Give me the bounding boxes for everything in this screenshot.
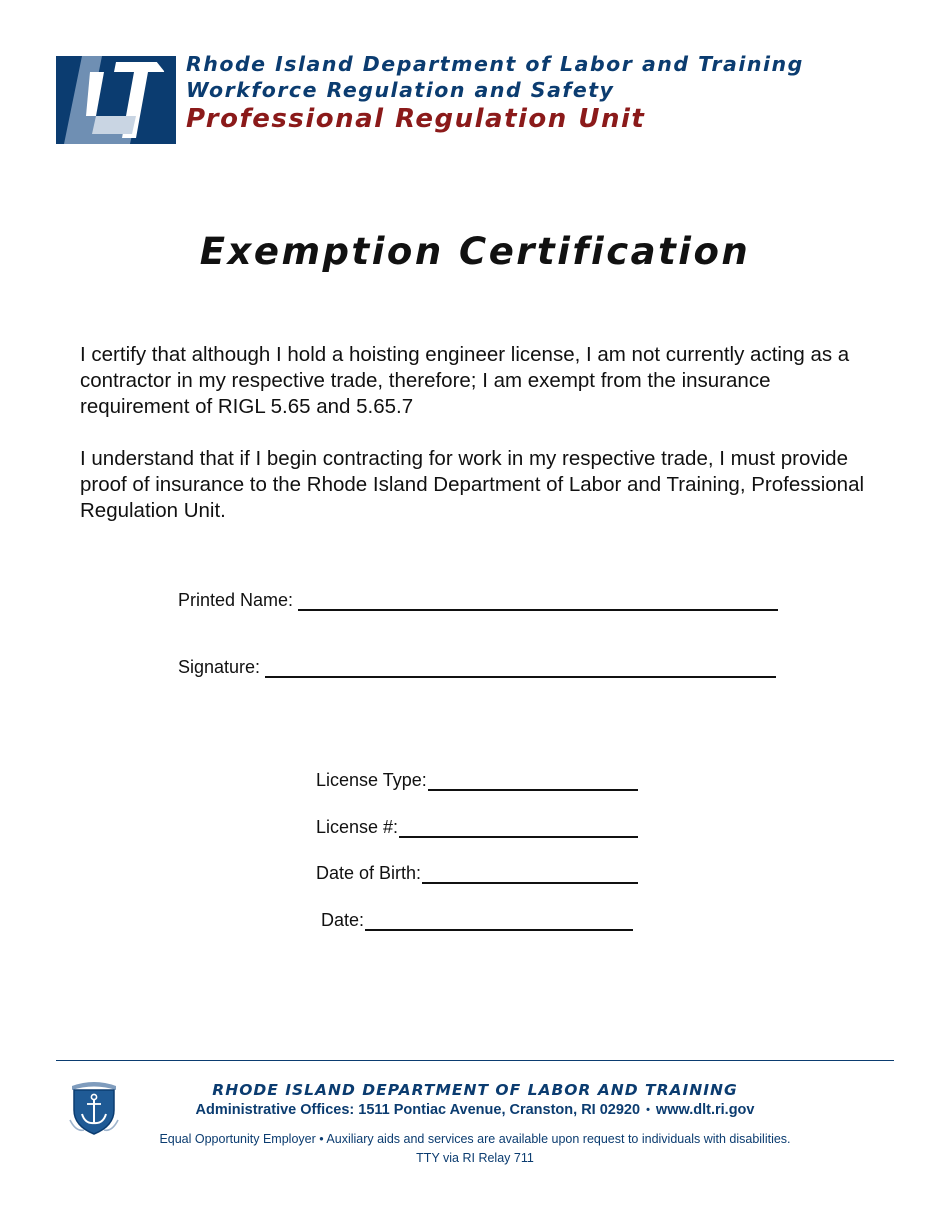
date-of-birth-field[interactable] [316,863,638,884]
license-type-field[interactable] [316,770,638,791]
date-of-birth-label: Date of Birth: [316,863,422,883]
certification-paragraph: I certify that although I hold a hoisting engineer license, I am not currently acting as a contractor in my respective trade, therefore; I am exempt from the insurance requirement of RIGL 5.65 and 5.65.7 [80,343,850,418]
printed-name-label: Printed Name: [178,590,294,610]
date-label: Date: [321,910,365,930]
date-line[interactable] [365,911,633,931]
footer-tty: TTY via RI Relay 711 [416,1151,534,1165]
footer-bullet: • [646,1104,650,1116]
license-type-line[interactable] [428,771,638,791]
license-number-line[interactable] [399,818,638,838]
department-name: Rhode Island Department of Labor and Training [186,52,804,76]
footer-website-link[interactable]: www.dlt.ri.gov [655,1102,755,1118]
license-number-label: License #: [316,817,399,837]
license-type-label: License Type: [316,770,427,790]
signature-label: Signature: [178,657,261,677]
footer-address-line [0,1102,950,1118]
date-field[interactable] [321,910,633,931]
printed-name-line[interactable] [298,591,778,611]
footer-org-name: RHODE ISLAND DEPARTMENT OF LABOR AND TRAINING [212,1081,738,1099]
footer-divider [56,1060,894,1061]
signature-field[interactable] [178,657,776,678]
division-name: Workforce Regulation and Safety [186,78,615,102]
dlt-logo-icon [56,56,176,144]
date-of-birth-line[interactable] [422,864,638,884]
document-title: Exemption Certification [199,230,751,273]
understanding-paragraph: I understand that if I begin contracting for work in my respective trade, I must provide proof of insurance to the Rhode Island Department of Labor and Training, Professional Regulation Unit. [80,447,865,522]
footer-address: Administrative Offices: 1511 Pontiac Avenue, Cranston, RI 02920 [195,1102,641,1118]
license-number-field[interactable] [316,817,638,838]
signature-line[interactable] [265,658,776,678]
footer-notice: Equal Opportunity Employer • Auxiliary aids and services are available upon request to individuals with disabilities. [159,1132,791,1146]
unit-name: Professional Regulation Unit [186,104,646,134]
printed-name-field[interactable] [178,590,778,611]
